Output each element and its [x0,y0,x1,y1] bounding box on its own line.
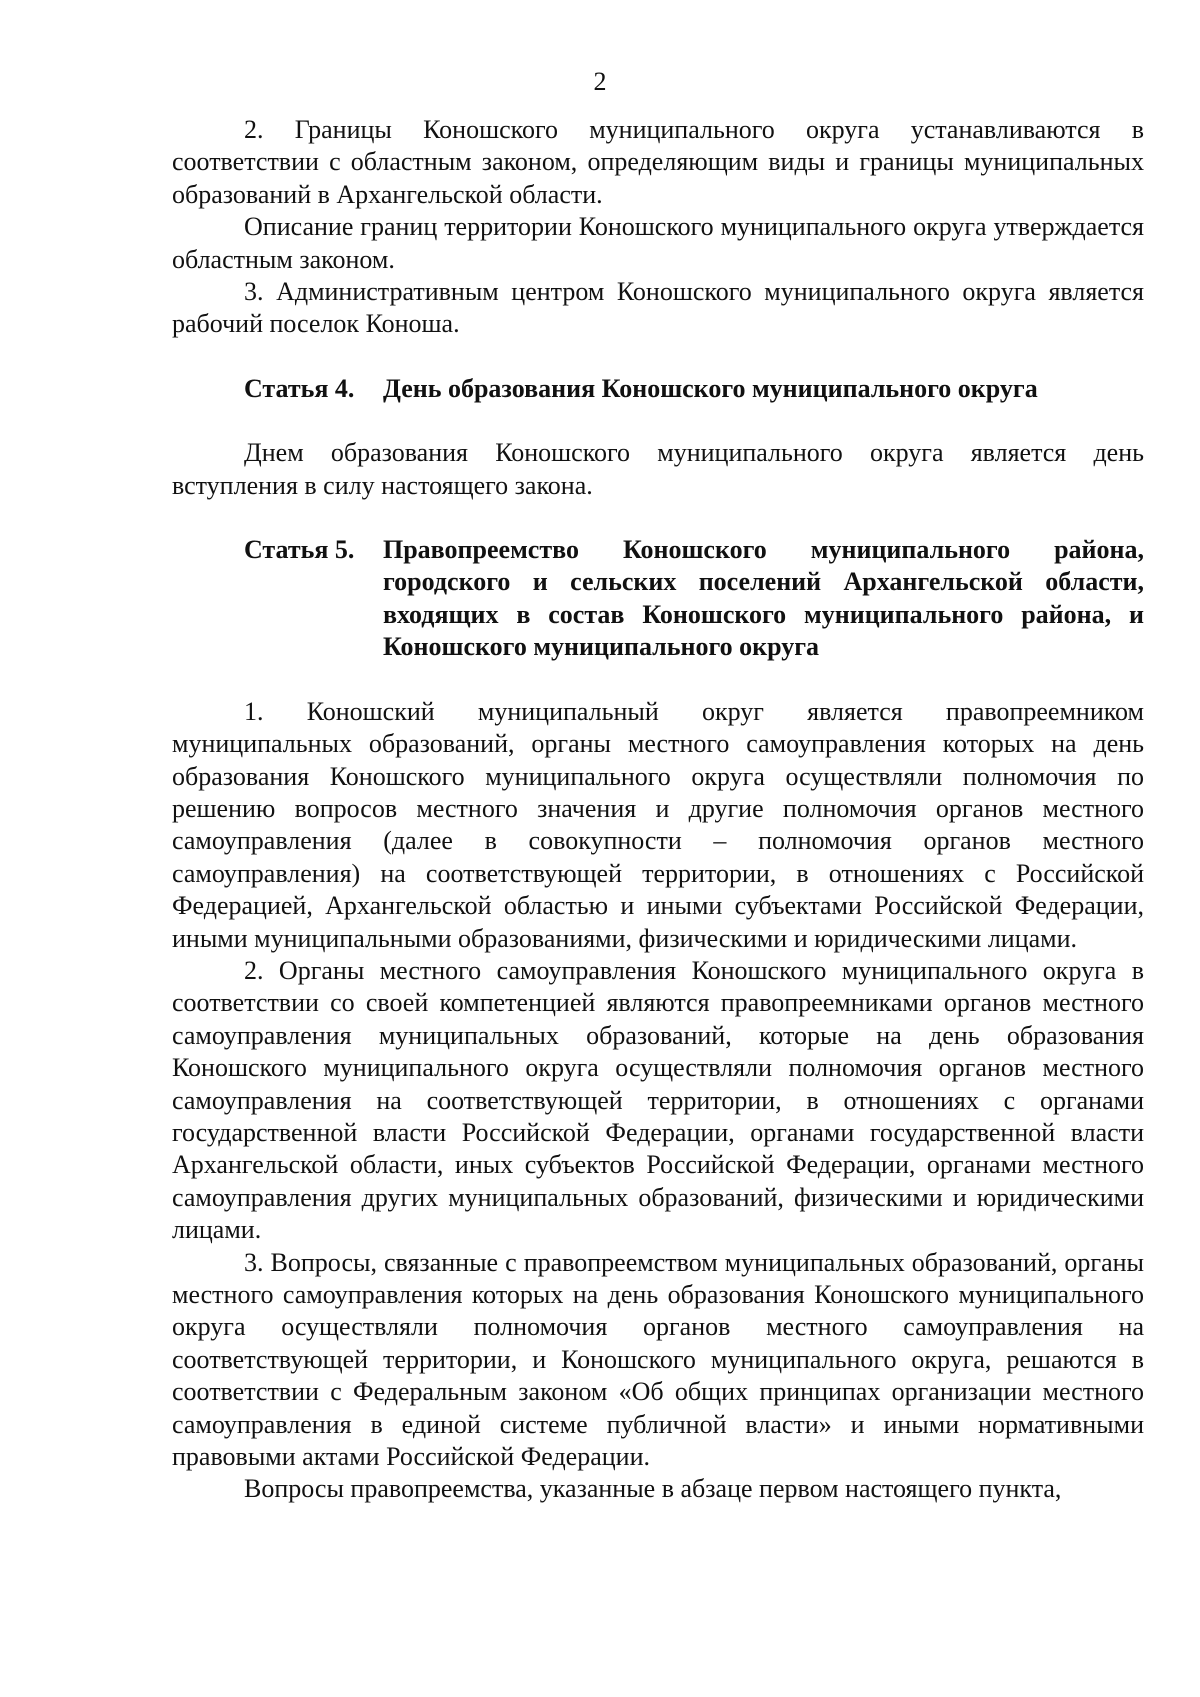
article-number: Статья 4. [244,373,355,403]
page-number: 2 [593,67,607,96]
paragraph: Вопросы правопреемства, указанные в абзаце первом настоящего пункта, [244,1474,1062,1504]
article-4-heading [172,373,1144,405]
article-number: Статья 5. [244,535,355,565]
paragraph: 2. Границы Коношского муниципального округа устанавливаются в соответствии с областным законом, определяющим виды и границы муниципальных образований в Архангельской области. [172,115,1144,209]
article-title: День образования Коношского муниципального округа [383,373,1038,403]
paragraph: 1. Коношский муниципальный округ является правопреемником муниципальных образований, органы местного самоуправления которых на день образования Коношского муниципального округа осуществляли полномочия по решению вопросов местного значения и другие полномочия органов местного самоуправления (далее в совокупности – полномочия органов местного самоуправления) на соответствующей территории, в отношениях с Российской Федерацией, Архангельской областью и иными субъектами Российской Федерации, иными муниципальными образованиями, физическими и юридическими лицами. [172,696,1144,953]
article-title: Правопреемство Коношского муниципального района, городского и сельских поселений Архангельской области, входящих в состав Коношского муниципального района, и Коношского муниципального округа [383,535,1144,662]
article-5-heading [172,534,1144,664]
paragraph: Днем образования Коношского муниципального округа является день вступления в силу настоящего закона. [172,438,1144,500]
paragraph: 3. Вопросы, связанные с правопреемством муниципальных образований, органы местного самоуправления которых на день образования Коношского муниципального округа осуществляли полномочия органов местного самоуправления на соответствующей территории, и Коношского муниципального округа, решаются в соответствии с Федеральным законом «Об общих принципах организации местного самоуправления в единой системе публичной власти» и иными нормативными правовыми актами Российской Федерации. [172,1247,1144,1472]
paragraph: Описание границ территории Коношского муниципального округа утверждается областным законом. [172,212,1144,274]
paragraph: 2. Органы местного самоуправления Коношского муниципального округа в соответствии со своей компетенцией являются правопреемниками органов местного самоуправления муниципальных образований, которые на день образования Коношского муниципального округа осуществляли полномочия органов местного самоуправления на соответствующей территории, в отношениях с органами государственной власти Российской Федерации, органами государственной власти Архангельской области, иных субъектов Российской Федерации, органами местного самоуправления других муниципальных образований, физическими и юридическими лицами. [172,955,1144,1245]
document-body [172,114,1144,1506]
paragraph: 3. Административным центром Коношского муниципального округа является рабочий поселок Коноша. [172,277,1144,339]
